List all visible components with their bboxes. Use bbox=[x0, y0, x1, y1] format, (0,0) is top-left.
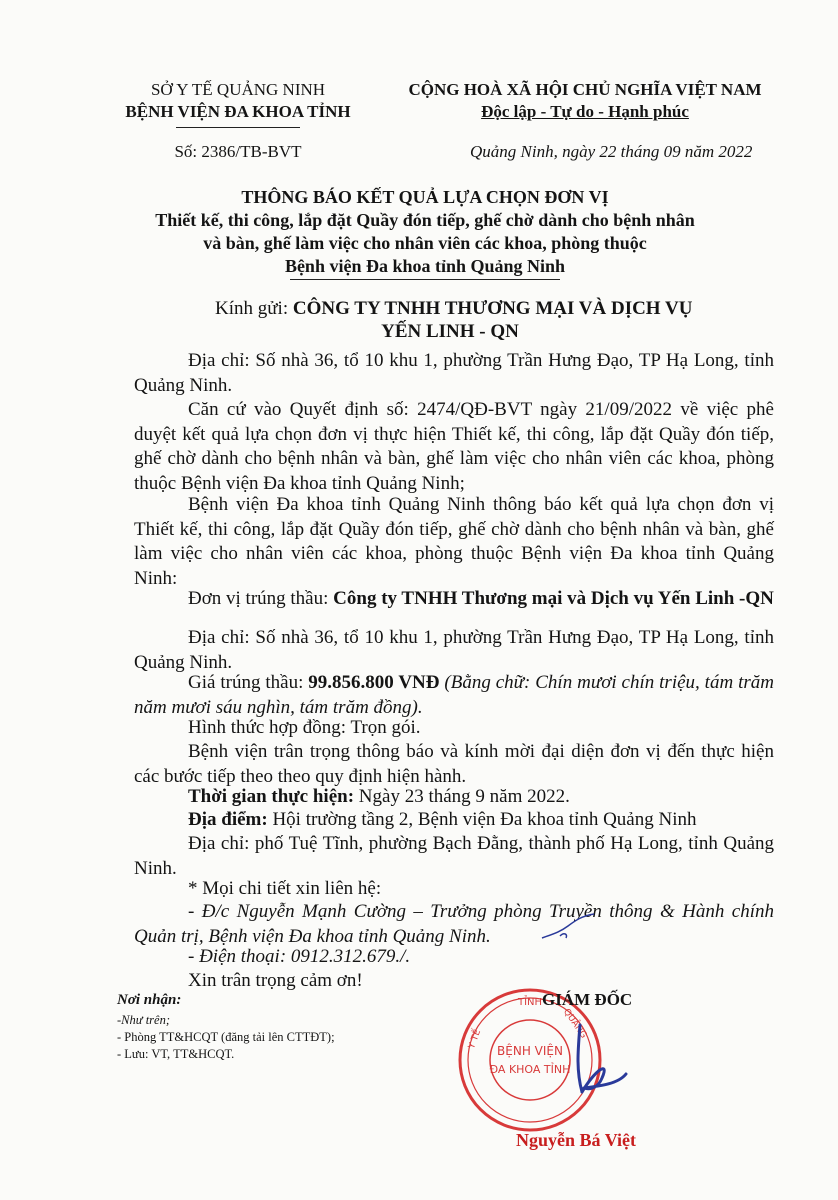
doc-title: THÔNG BÁO KẾT QUẢ LỰA CHỌN ĐƠN VỊ bbox=[241, 187, 609, 207]
recipient-name-1: CÔNG TY TNHH THƯƠNG MẠI VÀ DỊCH VỤ bbox=[292, 298, 693, 319]
contract-form: Hình thức hợp đồng: Trọn gói. bbox=[188, 717, 421, 738]
thanks-line: Xin trân trọng cảm ơn! bbox=[188, 970, 363, 991]
venue-line: Địa điểm: Hội trường tầng 2, Bệnh viện Đa khoa tỉnh Quảng Ninh bbox=[188, 809, 697, 830]
recipients-item-1: -Như trên; bbox=[117, 1013, 170, 1027]
signer-title: GIÁM ĐỐC bbox=[542, 990, 633, 1009]
recipients-item-3: - Lưu: VT, TT&HCQT. bbox=[117, 1047, 235, 1061]
time-label: Thời gian thực hiện: bbox=[188, 786, 355, 807]
venue-label: Địa điểm: bbox=[188, 809, 268, 830]
org-name: BỆNH VIỆN ĐA KHOA TỈNH bbox=[125, 102, 351, 121]
contact-person: - Đ/c Nguyễn Mạnh Cường – Trưởng phòng Truyền thông & Hành chính Quản trị, Bệnh viện Đa khoa tỉnh Quảng Ninh. bbox=[134, 901, 774, 947]
doc-number: Số: 2386/TB-BVT bbox=[174, 142, 302, 161]
recipients-heading: Nơi nhận: bbox=[117, 992, 182, 1008]
contact-intro: * Mọi chi tiết xin liên hệ: bbox=[188, 878, 382, 899]
motto: Độc lập - Tự do - Hạnh phúc bbox=[481, 102, 689, 121]
recipient-label: Kính gửi: bbox=[215, 298, 289, 319]
doc-subtitle-3: Bệnh viện Đa khoa tỉnh Quảng Ninh bbox=[284, 256, 566, 276]
winner-name: Công ty TNHH Thương mại và Dịch vụ Yến Linh -QN bbox=[333, 588, 774, 609]
price-paragraph: Giá trúng thầu: 99.856.800 VNĐ (Bằng chữ: Chín mươi chín triệu, tám trăm năm mươi sáu nghìn, tám trăm đồng). bbox=[134, 672, 774, 718]
recipient-name-2: YẾN LINH - QN bbox=[381, 321, 519, 342]
org-underline bbox=[176, 127, 300, 128]
seal-text-5: Y TẾ bbox=[467, 1028, 484, 1051]
recipient-line bbox=[215, 298, 775, 320]
initial-mark bbox=[538, 912, 598, 942]
title-underline bbox=[290, 279, 560, 280]
basis-paragraph: Căn cứ vào Quyết định số: 2474/QĐ-BVT ngày 21/09/2022 về việc phê duyệt kết quả lựa chọn đơn vị thực hiện Thiết kế, thi công, lắp đặt Quầy đón tiếp, ghế chờ dành cho bệnh nhân và bàn, ghế làm việc cho nhân viên các khoa, phòng thuộc Bệnh viện Đa khoa tỉnh Quảng Ninh; bbox=[134, 399, 774, 494]
price-value: 99.856.800 VNĐ bbox=[308, 672, 440, 693]
director-signature bbox=[540, 1000, 630, 1110]
announce-paragraph: Bệnh viện Đa khoa tỉnh Quảng Ninh thông báo kết quả lựa chọn đơn vị Thiết kế, thi công, lắp đặt Quầy đón tiếp, ghế chờ dành cho bệnh nhân và bàn, ghế làm việc cho nhân viên các khoa, phòng thuộc Bệnh viện Đa khoa tỉnh Quảng Ninh: bbox=[134, 494, 774, 589]
seal-text-3: TỈNH bbox=[517, 997, 543, 1008]
country-name: CỘNG HOÀ XÃ HỘI CHỦ NGHĨA VIỆT NAM bbox=[408, 80, 762, 99]
seal-text-1: BỆNH VIỆN bbox=[497, 1044, 563, 1058]
recipient-address: Địa chỉ: Số nhà 36, tổ 10 khu 1, phường Trần Hưng Đạo, TP Hạ Long, tỉnh Quảng Ninh. bbox=[134, 350, 774, 396]
doc-subtitle-2: và bàn, ghế làm việc cho nhân viên các khoa, phòng thuộc bbox=[203, 233, 647, 253]
winner-address: Địa chỉ: Số nhà 36, tổ 10 khu 1, phường Trần Hưng Đạo, TP Hạ Long, tỉnh Quảng Ninh. bbox=[134, 627, 774, 673]
place-date: Quảng Ninh, ngày 22 tháng 09 năm 2022 bbox=[470, 142, 753, 161]
org-parent: SỞ Y TẾ QUẢNG NINH bbox=[150, 80, 326, 99]
seal-text-2: ĐA KHOA TỈNH bbox=[489, 1063, 571, 1076]
recipients-item-2: - Phòng TT&HCQT (đăng tải lên CTTĐT); bbox=[117, 1030, 335, 1044]
doc-subtitle-1: Thiết kế, thi công, lắp đặt Quầy đón tiếp, ghế chờ dành cho bệnh nhân bbox=[155, 210, 695, 230]
seal-text-4: QUẢNG bbox=[560, 1007, 589, 1041]
contact-phone: - Điện thoại: 0912.312.679./. bbox=[188, 946, 411, 967]
winner-paragraph: Đơn vị trúng thầu: Công ty TNHH Thương mại và Dịch vụ Yến Linh -QN bbox=[188, 588, 774, 609]
time-line: Thời gian thực hiện: Ngày 23 tháng 9 năm 2022. bbox=[188, 786, 570, 807]
signer-name: Nguyễn Bá Việt bbox=[516, 1130, 637, 1150]
invite-paragraph: Bệnh viện trân trọng thông báo và kính mời đại diện đơn vị đến thực hiện các bước tiếp theo theo quy định hiện hành. bbox=[134, 741, 774, 787]
price-words: (Bằng chữ: Chín mươi chín triệu, tám trăm năm mươi sáu nghìn, tám trăm đồng). bbox=[134, 672, 774, 718]
venue-address: Địa chỉ: phố Tuệ Tĩnh, phường Bạch Đằng, thành phố Hạ Long, tỉnh Quảng Ninh. bbox=[134, 833, 774, 879]
